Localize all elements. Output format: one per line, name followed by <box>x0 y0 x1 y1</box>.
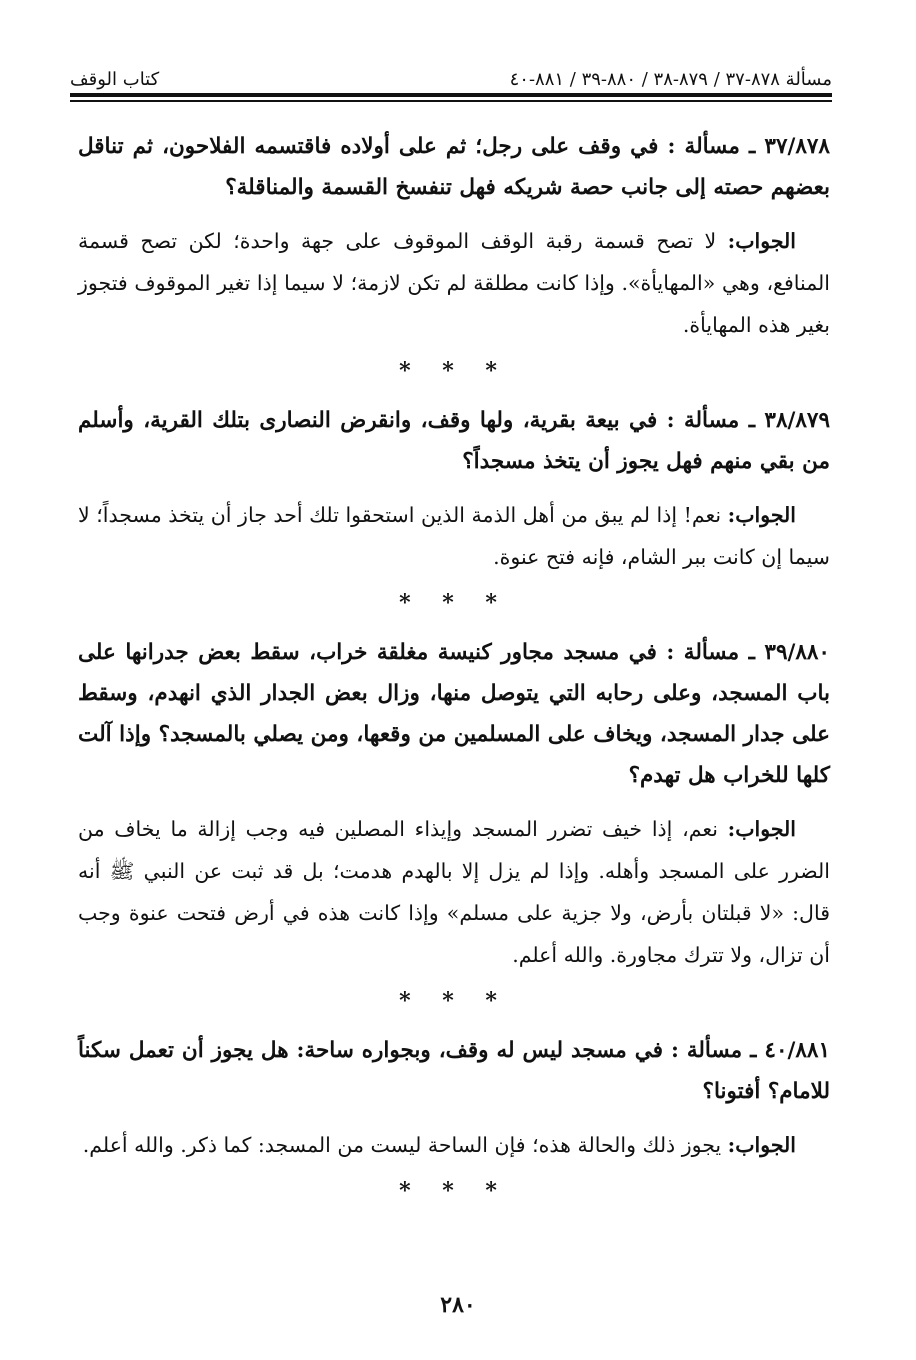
answer-label: الجواب: <box>727 817 796 841</box>
issue-number: ٤٠/٨٨١ <box>764 1038 830 1063</box>
issue-label: مسألة : <box>670 1038 743 1063</box>
answer-label: الجواب: <box>727 503 796 527</box>
issue-label: مسألة : <box>667 134 740 159</box>
issue-question: ٣٩/٨٨٠ ـ مسألة : في مسجد مجاور كنيسة مغلقة خراب، سقط بعض جدرانها على باب المسجد، وعلى رحابه التي يتوصل منها، وزال بعض الجدار الذي انهدم، وسقط على جدار المسجد، ويخاف على المسلمين من وقعها، ومن يصلي بالمسجد؟ وإذا آلت كلها للخراب هل تهدم؟ <box>78 640 830 788</box>
issue-question: ٣٧/٨٧٨ ـ مسألة : في وقف على رجل؛ ثم على أولاده فاقتسمه الفلاحون، ثم تناقل بعضهم حصته إلى جانب حصة شريكه فهل تنفسخ القسمة والمناقلة؟ <box>78 134 830 200</box>
issue-answer <box>78 494 830 578</box>
book-title: كتاب الوقف <box>70 69 160 90</box>
issue-question-text: في مسجد مجاور كنيسة مغلقة خراب، سقط بعض جدرانها على باب المسجد، وعلى رحابه التي يتوصل منها، وزال بعض الجدار الذي انهدم، وسقط على جدار المسجد، ويخاف على المسلمين من وقعها، ومن يصلي بالمسجد؟ وإذا آلت كلها للخراب هل تهدم؟ <box>78 640 830 788</box>
section-separator: * * * <box>399 988 509 1014</box>
issue-question-text: في وقف على رجل؛ ثم على أولاده فاقتسمه الفلاحون، ثم تناقل بعضهم حصته إلى جانب حصة شريكه فهل تنفسخ القسمة والمناقلة؟ <box>78 134 830 200</box>
header-rule-thin <box>70 100 832 102</box>
issue-question-text: في بيعة بقرية، ولها وقف، وانقرض النصارى بتلك القرية، وأسلم من بقي منهم فهل يجوز أن يتخذ مسجداً؟ <box>78 408 830 474</box>
answer-label: الجواب: <box>727 1133 796 1157</box>
issue-label: مسألة : <box>666 408 740 433</box>
issue-section <box>78 126 830 346</box>
answer-label: الجواب: <box>727 229 796 253</box>
issue-section <box>78 400 830 578</box>
issue-answer <box>78 1124 830 1166</box>
issue-answer <box>78 220 830 346</box>
running-header <box>70 50 832 90</box>
answer-text: يجوز ذلك والحالة هذه؛ فإن الساحة ليست من المسجد: كما ذكر. والله أعلم. <box>82 1133 722 1157</box>
issue-answer <box>78 808 830 976</box>
answer-text: لا تصح قسمة رقبة الوقف الموقوف على جهة واحدة؛ لكن تصح قسمة المنافع، وهي «المهايأة». وإذا كانت مطلقة لم تكن لازمة؛ لا سيما إذا تغير الموقوف فتجوز بغير هذه المهايأة. <box>78 229 830 337</box>
section-separator: * * * <box>399 358 509 384</box>
answer-text: نعم، إذا خيف تضرر المسجد وإيذاء المصلين فيه وجب إزالة ما يخاف من الضرر على المسجد وأهله. وإذا لم يزل إلا بالهدم هدمت؛ بل قد ثبت عن النبي ﷺ أنه قال: «لا قبلتان بأرض، ولا جزية على مسلم» وإذا كانت هذه في أرض فتحت عنوة وجب أن تزال، ولا تترك مجاورة. والله أعلم. <box>78 817 830 967</box>
page-content <box>78 126 830 1220</box>
page-number: ٢٨٠ <box>440 1292 476 1318</box>
issue-number: ٣٧/٨٧٨ <box>764 134 830 159</box>
issue-question: ٤٠/٨٨١ ـ مسألة : في مسجد ليس له وقف، وبجواره ساحة: هل يجوز أن تعمل سكناً للامام؟ أفتونا؟ <box>78 1038 830 1104</box>
issue-range: مسألة ٨٧٨-٣٧ / ٨٧٩-٣٨ / ٨٨٠-٣٩ / ٨٨١-٤٠ <box>509 69 832 90</box>
issue-question-text: في مسجد ليس له وقف، وبجواره ساحة: هل يجوز أن تعمل سكناً للامام؟ أفتونا؟ <box>78 1038 830 1104</box>
issue-question: ٣٨/٨٧٩ ـ مسألة : في بيعة بقرية، ولها وقف، وانقرض النصارى بتلك القرية، وأسلم من بقي منهم فهل يجوز أن يتخذ مسجداً؟ <box>78 408 830 474</box>
issue-number: ٣٨/٨٧٩ <box>764 408 830 433</box>
header-rule-thick <box>70 93 832 97</box>
issue-label: مسألة : <box>666 640 740 665</box>
issue-number: ٣٩/٨٨٠ <box>764 640 830 665</box>
answer-text: نعم! إذا لم يبق من أهل الذمة الذين استحقوا تلك أحد جاز أن يتخذ مسجداً؛ لا سيما إن كانت ببر الشام، فإنه فتح عنوة. <box>78 503 830 569</box>
issue-section <box>78 1030 830 1166</box>
issue-section <box>78 632 830 976</box>
section-separator: * * * <box>399 1178 509 1204</box>
section-separator: * * * <box>399 590 509 616</box>
